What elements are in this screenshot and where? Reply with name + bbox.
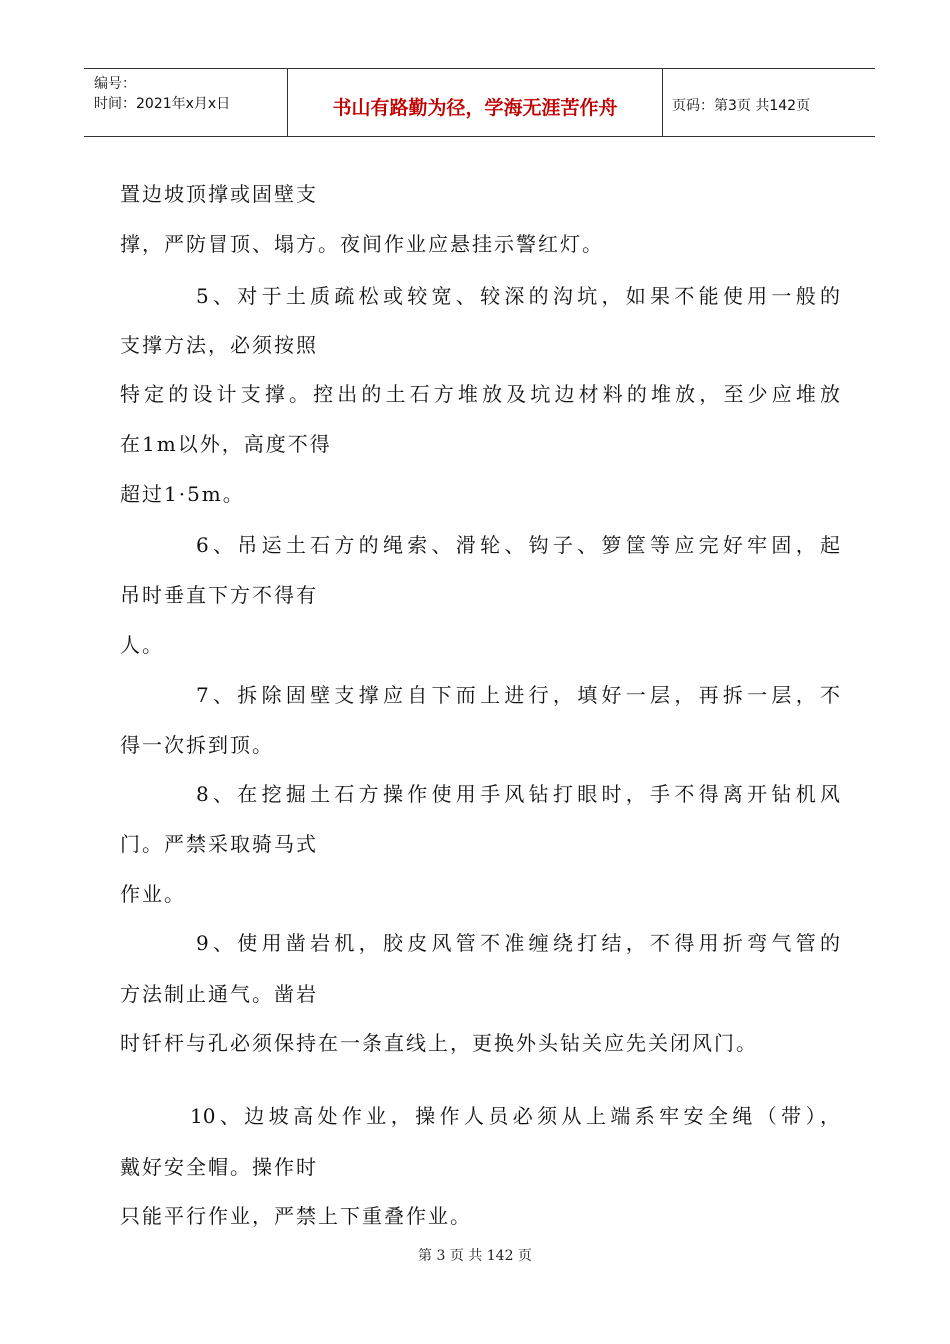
- header-meta-cell: [84, 69, 287, 136]
- header-page-cell: [662, 69, 875, 136]
- body-line: 方法制止通气。凿岩: [120, 982, 318, 1006]
- body-line: 置边坡顶撑或固壁支: [120, 182, 318, 206]
- body-line: 戴好安全帽。操作时: [120, 1155, 318, 1179]
- body-line: 在1m以外，高度不得: [120, 432, 332, 456]
- body-line: 作业。: [120, 882, 186, 906]
- paragraph-5-line: 5、对于土质疏松或较宽、较深的沟坑，如果不能使用一般的: [196, 284, 840, 308]
- body-line: 只能平行作业，严禁上下重叠作业。: [120, 1204, 472, 1228]
- body-line: 特定的设计支撑。控出的土石方堆放及坑边材料的堆放，至少应堆放: [120, 382, 840, 406]
- body-line: 门。严禁采取骑马式: [120, 832, 318, 856]
- header-motto-cell: [287, 69, 663, 136]
- body-line: 人。: [120, 633, 164, 657]
- body-line: 撑，严防冒顶、塌方。夜间作业应悬挂示警红灯。: [120, 232, 604, 256]
- paragraph-6-line: 6、吊运土石方的绳索、滑轮、钩子、箩筐等应完好牢固，起: [196, 533, 840, 557]
- paragraph-10-line: 10、边坡高处作业，操作人员必须从上端系牢安全绳（带），: [190, 1104, 840, 1128]
- body-line: 超过1·5m。: [120, 482, 245, 506]
- header-page-code: 页码：第3页 共142页: [672, 98, 811, 114]
- body-line: 得一次拆到顶。: [120, 733, 274, 757]
- body-line: 支撑方法，必须按照: [120, 333, 318, 357]
- paragraph-7-line: 7、拆除固壁支撑应自下而上进行，填好一层，再拆一层，不: [196, 683, 840, 707]
- document-time-label: 时间：2021年x月x日: [94, 96, 231, 112]
- body-line: 时钎杆与孔必须保持在一条直线上，更换外头钻关应先关闭风门。: [120, 1031, 758, 1055]
- header-motto: 书山有路勤为径，学海无涯苦作舟: [332, 97, 618, 119]
- paragraph-9-line: 9、使用凿岩机，胶皮风管不准缠绕打结，不得用折弯气管的: [196, 931, 840, 955]
- page-footer: 第 3 页 共 142 页: [418, 1248, 532, 1264]
- document-number-label: 编号：: [94, 76, 136, 92]
- paragraph-8-line: 8、在挖掘土石方操作使用手风钻打眼时，手不得离开钻机风: [196, 782, 840, 806]
- body-line: 吊时垂直下方不得有: [120, 583, 318, 607]
- page-header: [84, 68, 875, 137]
